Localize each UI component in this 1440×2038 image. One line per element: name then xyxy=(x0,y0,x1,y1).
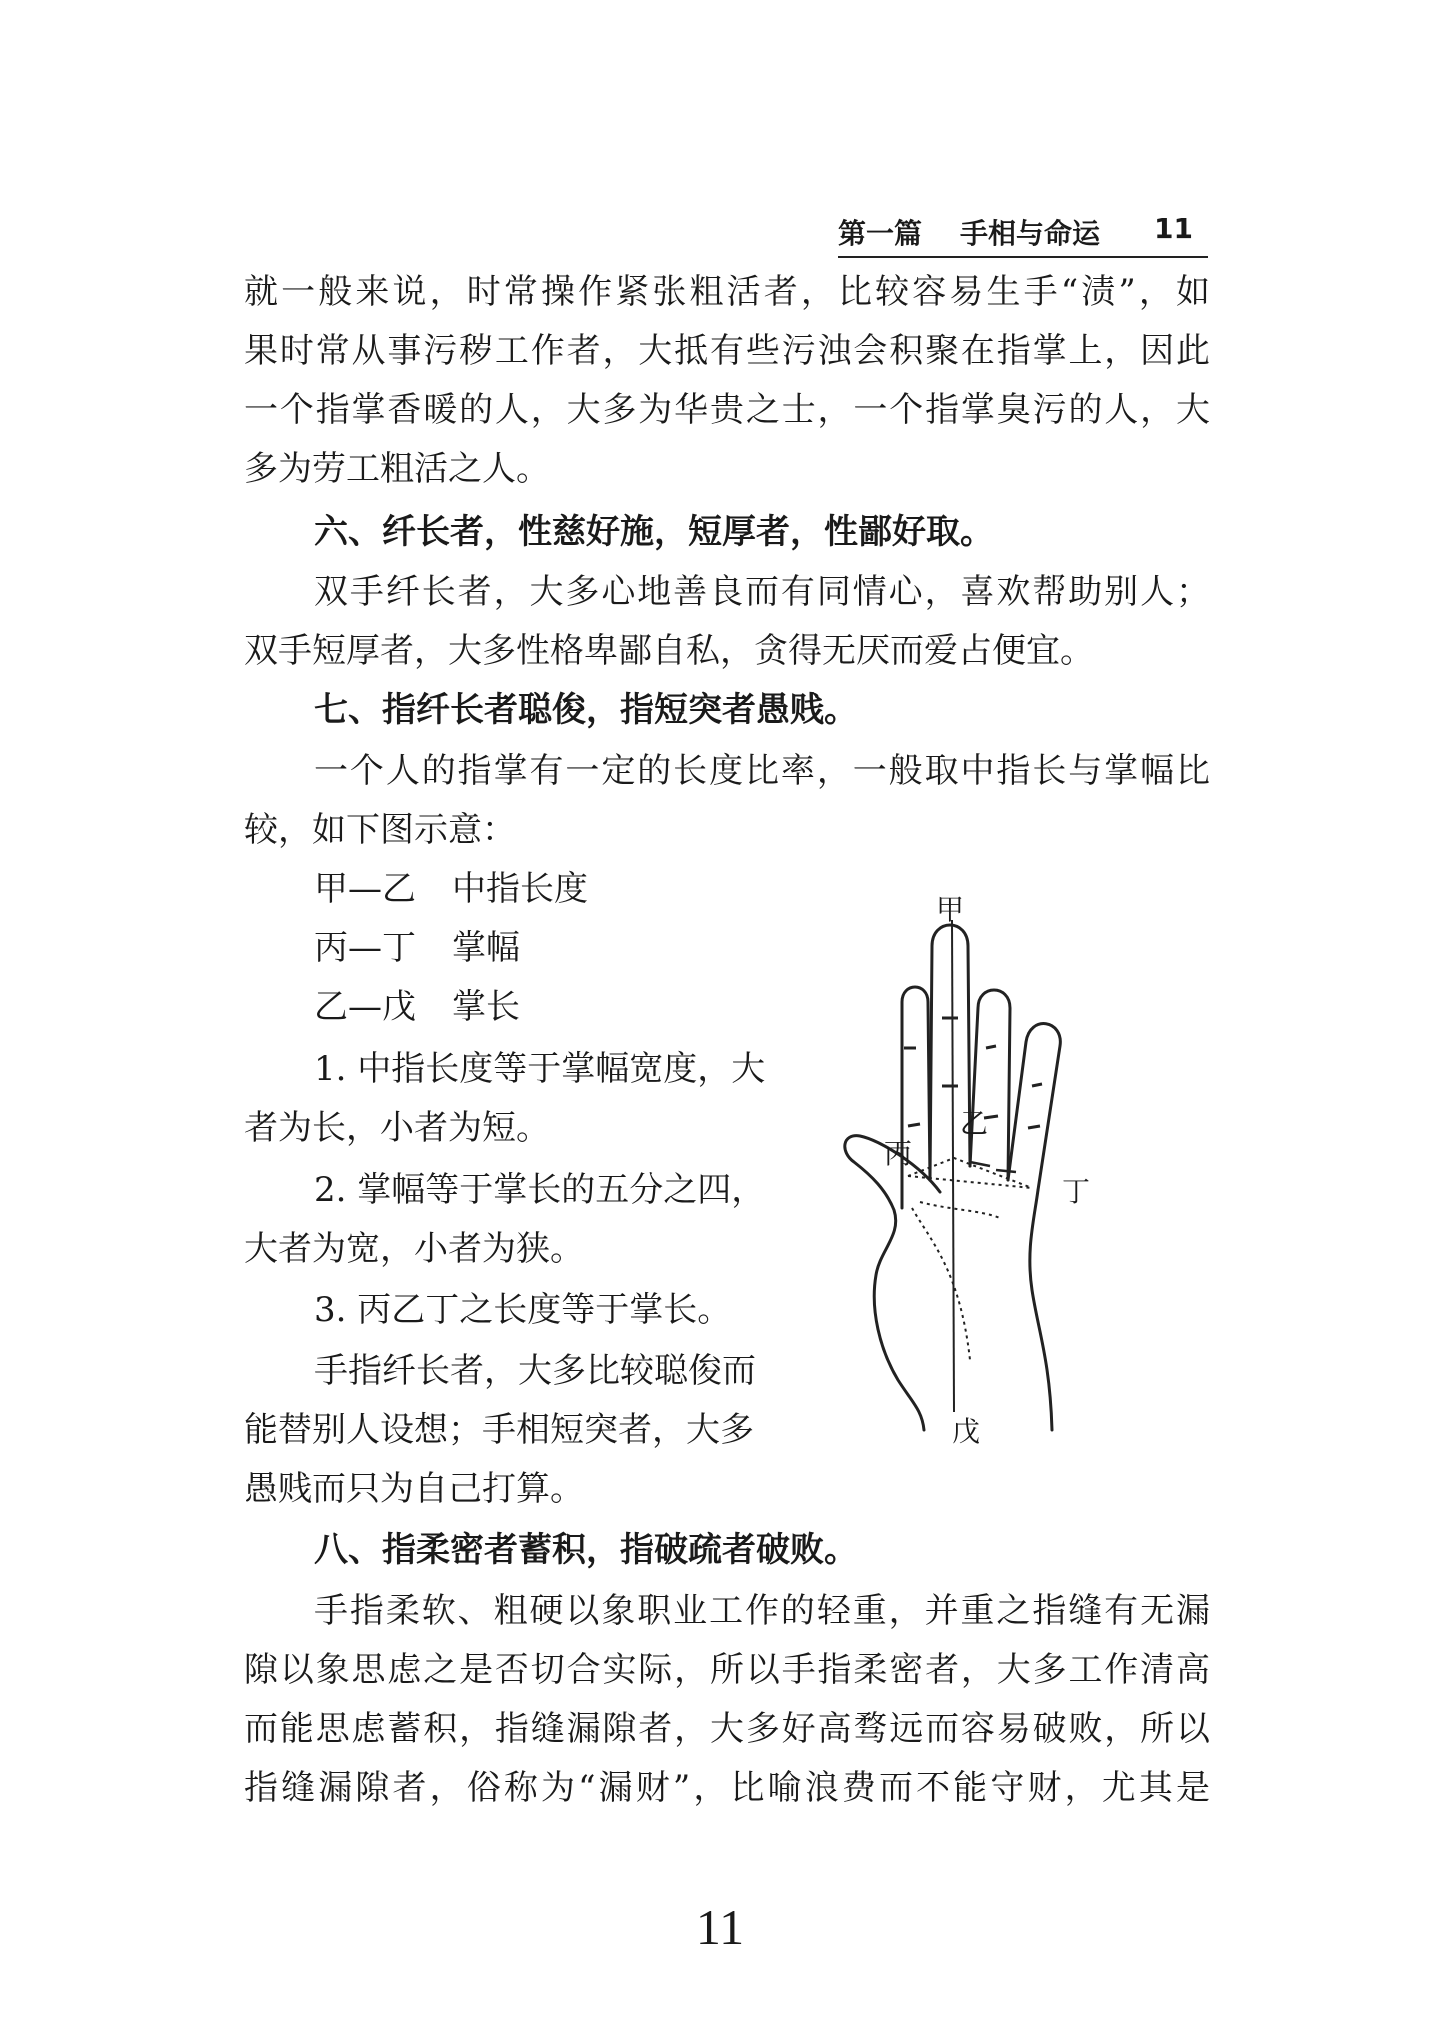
paragraph-line: 就一般来说，时常操作紧张粗活者，比较容易生手“渍”，如 xyxy=(244,272,1210,312)
footer-page-number: 11 xyxy=(695,1899,745,1955)
paragraph-line: 一个人的指掌有一定的长度比率，一般取中指长与掌幅比 xyxy=(314,751,1210,791)
rule-line: 1. 中指长度等于掌幅宽度，大 xyxy=(314,1049,766,1089)
definition-value: 掌幅 xyxy=(452,928,520,968)
paragraph-line: 指缝漏隙者，俗称为“漏财”，比喻浪费而不能守财，尤其是 xyxy=(244,1768,1210,1808)
rule-line: 能替别人设想；手相短突者，大多 xyxy=(244,1410,754,1450)
rule-line: 大者为宽，小者为狭。 xyxy=(244,1229,584,1269)
label-jia: 甲 xyxy=(936,893,965,926)
rule-line: 者为长，小者为短。 xyxy=(244,1108,550,1148)
definition-value: 掌长 xyxy=(452,987,520,1027)
palm-measurement-diagram xyxy=(820,890,1180,1450)
label-yi: 乙 xyxy=(960,1107,989,1140)
definition-key: 乙—戊 xyxy=(314,987,416,1027)
paragraph-line: 果时常从事污秽工作者，大抵有些污浊会积聚在指掌上，因此 xyxy=(244,331,1210,371)
label-ding: 丁 xyxy=(1062,1175,1091,1208)
definition-key: 甲—乙 xyxy=(314,869,416,909)
definition-value: 中指长度 xyxy=(452,869,588,909)
hand-outline-illustration xyxy=(820,890,1180,1450)
label-bing: 丙 xyxy=(884,1137,913,1170)
paragraph-line: 较，如下图示意： xyxy=(244,810,516,850)
section-heading: 六、纤长者，性慈好施，短厚者，性鄙好取。 xyxy=(314,512,994,552)
paragraph-line: 多为劳工粗活之人。 xyxy=(244,449,550,489)
header-section: 第一篇 xyxy=(838,217,923,250)
paragraph-line: 手指柔软、粗硬以象职业工作的轻重，并重之指缝有无漏 xyxy=(314,1591,1210,1631)
paragraph-line: 一个指掌香暖的人，大多为华贵之士，一个指掌臭污的人，大 xyxy=(244,390,1210,430)
label-wu: 戊 xyxy=(952,1415,981,1448)
header-title: 手相与命运 xyxy=(960,217,1101,250)
rule-line: 手指纤长者，大多比较聪俊而 xyxy=(314,1351,756,1391)
rule-line: 2. 掌幅等于掌长的五分之四， xyxy=(314,1170,766,1210)
running-header xyxy=(838,212,1208,258)
header-page-number: 11 xyxy=(1154,212,1193,245)
paragraph-line: 隙以象思虑之是否切合实际，所以手指柔密者，大多工作清高 xyxy=(244,1650,1210,1690)
paragraph-line: 双手短厚者，大多性格卑鄙自私，贪得无厌而爱占便宜。 xyxy=(244,631,1094,671)
rule-line: 愚贱而只为自己打算。 xyxy=(244,1469,584,1509)
definition-key: 丙—丁 xyxy=(314,928,416,968)
paragraph-line: 双手纤长者，大多心地善良而有同情心，喜欢帮助别人； xyxy=(314,572,1210,612)
rule-line: 3. 丙乙丁之长度等于掌长。 xyxy=(314,1290,732,1330)
section-heading: 七、指纤长者聪俊，指短突者愚贱。 xyxy=(314,690,858,730)
section-heading: 八、指柔密者蓄积，指破疏者破败。 xyxy=(314,1530,858,1570)
paragraph-line: 而能思虑蓄积，指缝漏隙者，大多好高骛远而容易破败，所以 xyxy=(244,1709,1210,1749)
